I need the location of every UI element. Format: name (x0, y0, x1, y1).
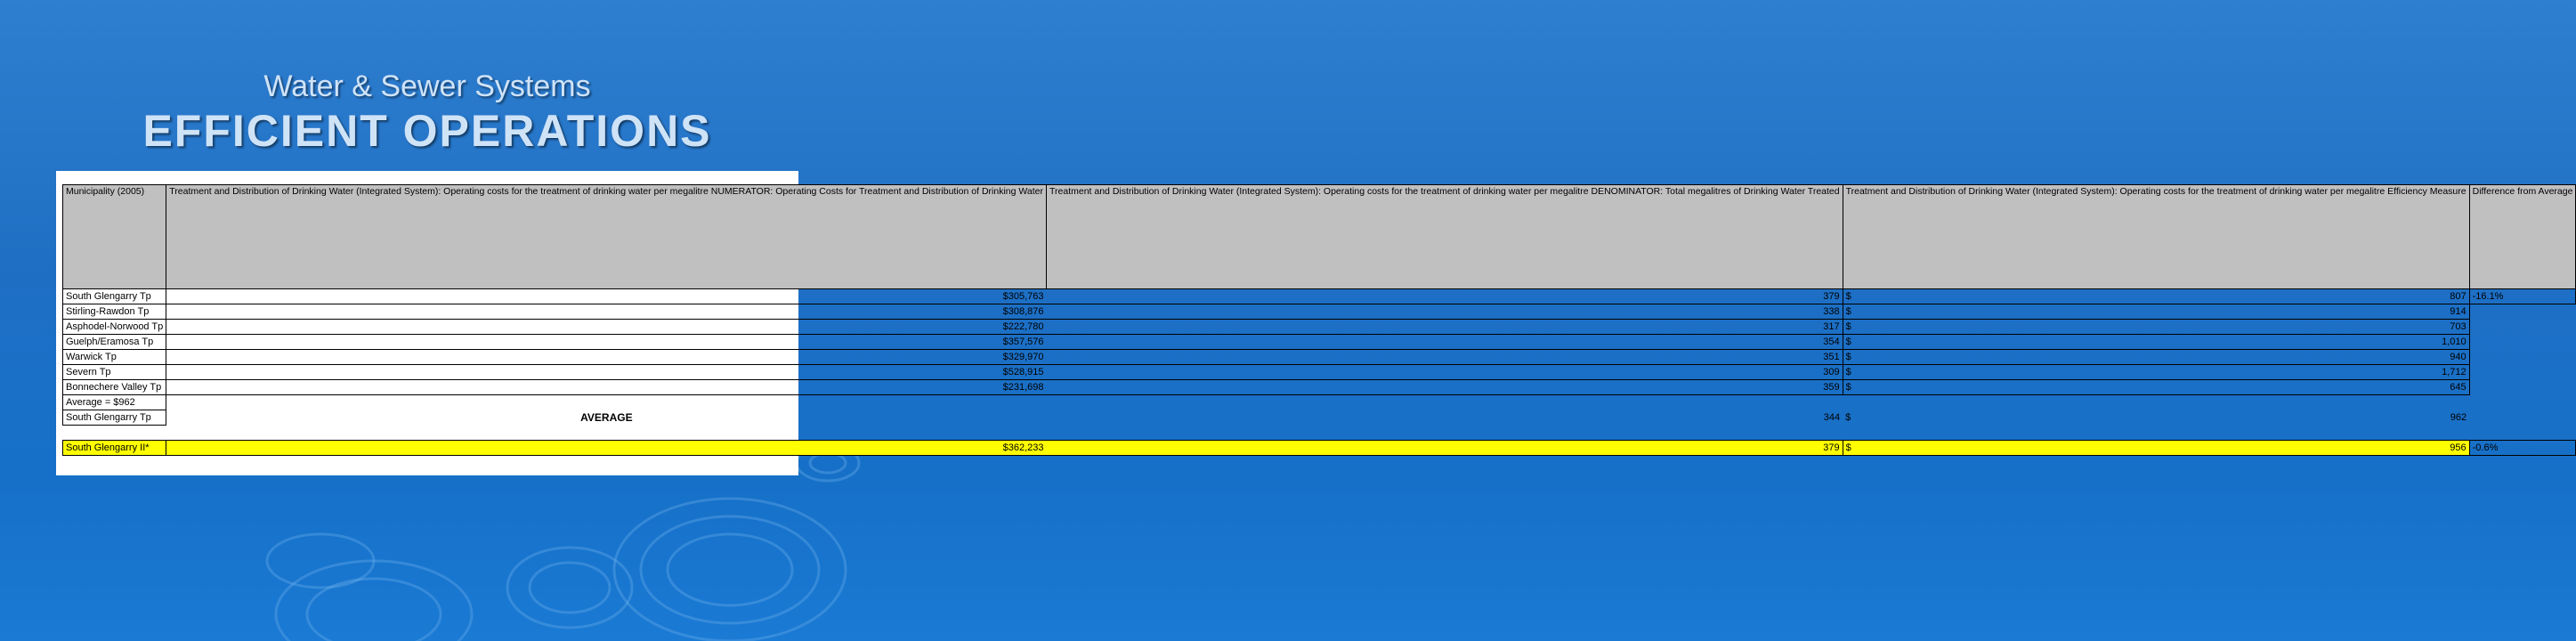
highlight-numerator: $362,233 (166, 441, 1047, 456)
efficiency-table (62, 184, 2576, 456)
cell-measure: $ 914 (1843, 304, 2469, 320)
cell-numerator: $357,576 (166, 335, 1047, 350)
cell-numerator: $308,876 (166, 304, 1047, 320)
average-municipality: South Glengarry Tp (63, 410, 166, 426)
table-row (63, 350, 2576, 365)
cell-municipality: Asphodel-Norwood Tp (63, 320, 166, 335)
table-row (63, 304, 2576, 320)
table-row (63, 335, 2576, 350)
spreadsheet-table (56, 171, 2573, 475)
cell-municipality: Guelph/Eramosa Tp (63, 335, 166, 350)
spacer-row (63, 426, 2576, 441)
cell-denominator: 309 (1047, 365, 1843, 380)
highlight-measure: $ 956 (1843, 441, 2469, 456)
average-denominator: 344 (1823, 412, 1841, 423)
header-difference: Difference from Average (2469, 185, 2576, 289)
slide-subtitle: EFFICIENT OPERATIONS (142, 106, 712, 156)
header-efficiency-measure: Treatment and Distribution of Drinking Water (Integrated System): Operating costs for the treatment of drinking water per megalitre Efficiency Measure (1843, 185, 2469, 289)
cell-measure: $ 1,712 (1843, 365, 2469, 380)
average-label: AVERAGE (580, 411, 633, 424)
cell-denominator: 379 (1047, 289, 1843, 304)
table-row (63, 380, 2576, 395)
table-row (63, 289, 2576, 304)
header-municipality: Municipality (2005) (63, 185, 166, 289)
cell-municipality: South Glengarry Tp (63, 289, 166, 304)
average-note-row (63, 395, 2576, 410)
cell-difference (2469, 350, 2576, 365)
cell-difference (2469, 304, 2576, 320)
cell-numerator: $231,698 (166, 380, 1047, 395)
cell-measure: $ 645 (1843, 380, 2469, 395)
cell-difference (2469, 380, 2576, 395)
cell-denominator: 351 (1047, 350, 1843, 365)
highlight-municipality: South Glengarry II* (63, 441, 166, 456)
cell-difference (2469, 335, 2576, 350)
table-header-row (63, 185, 2576, 289)
cell-numerator: $222,780 (166, 320, 1047, 335)
cell-measure: $ 807 (1843, 289, 2469, 304)
average-row (63, 410, 2576, 426)
header-denominator: Treatment and Distribution of Drinking Water (Integrated System): Operating costs for the treatment of drinking water per megalitre DENOMINATOR: Total megalitres of Drinking Water Treated (1047, 185, 1843, 289)
cell-difference (2469, 365, 2576, 380)
cell-municipality: Bonnechere Valley Tp (63, 380, 166, 395)
table-row (63, 365, 2576, 380)
cell-denominator: 354 (1047, 335, 1843, 350)
cell-numerator: $528,915 (166, 365, 1047, 380)
cell-measure: $ 1,010 (1843, 335, 2469, 350)
table-row (63, 320, 2576, 335)
highlight-row (63, 441, 2576, 456)
cell-denominator: 359 (1047, 380, 1843, 395)
cell-measure: $ 940 (1843, 350, 2469, 365)
cell-measure: $ 703 (1843, 320, 2469, 335)
cell-numerator: $305,763 (166, 289, 1047, 304)
cell-difference (2469, 320, 2576, 335)
average-measure: $ 962 (1845, 412, 2467, 423)
slide-title: Water & Sewer Systems (263, 69, 591, 103)
cell-municipality: Stirling-Rawdon Tp (63, 304, 166, 320)
highlight-difference: -0.6% (2469, 441, 2576, 456)
cell-denominator: 338 (1047, 304, 1843, 320)
cell-municipality: Warwick Tp (63, 350, 166, 365)
average-note: Average = $962 (63, 395, 166, 410)
cell-municipality: Severn Tp (63, 365, 166, 380)
cell-difference: -16.1% (2469, 289, 2576, 304)
header-numerator: Treatment and Distribution of Drinking Water (Integrated System): Operating costs for the treatment of drinking water per megalitre NUMERATOR: Operating Costs for Treatment and Distribution of Drinking Water (166, 185, 1047, 289)
cell-numerator: $329,970 (166, 350, 1047, 365)
highlight-denominator: 379 (1047, 441, 1843, 456)
cell-denominator: 317 (1047, 320, 1843, 335)
